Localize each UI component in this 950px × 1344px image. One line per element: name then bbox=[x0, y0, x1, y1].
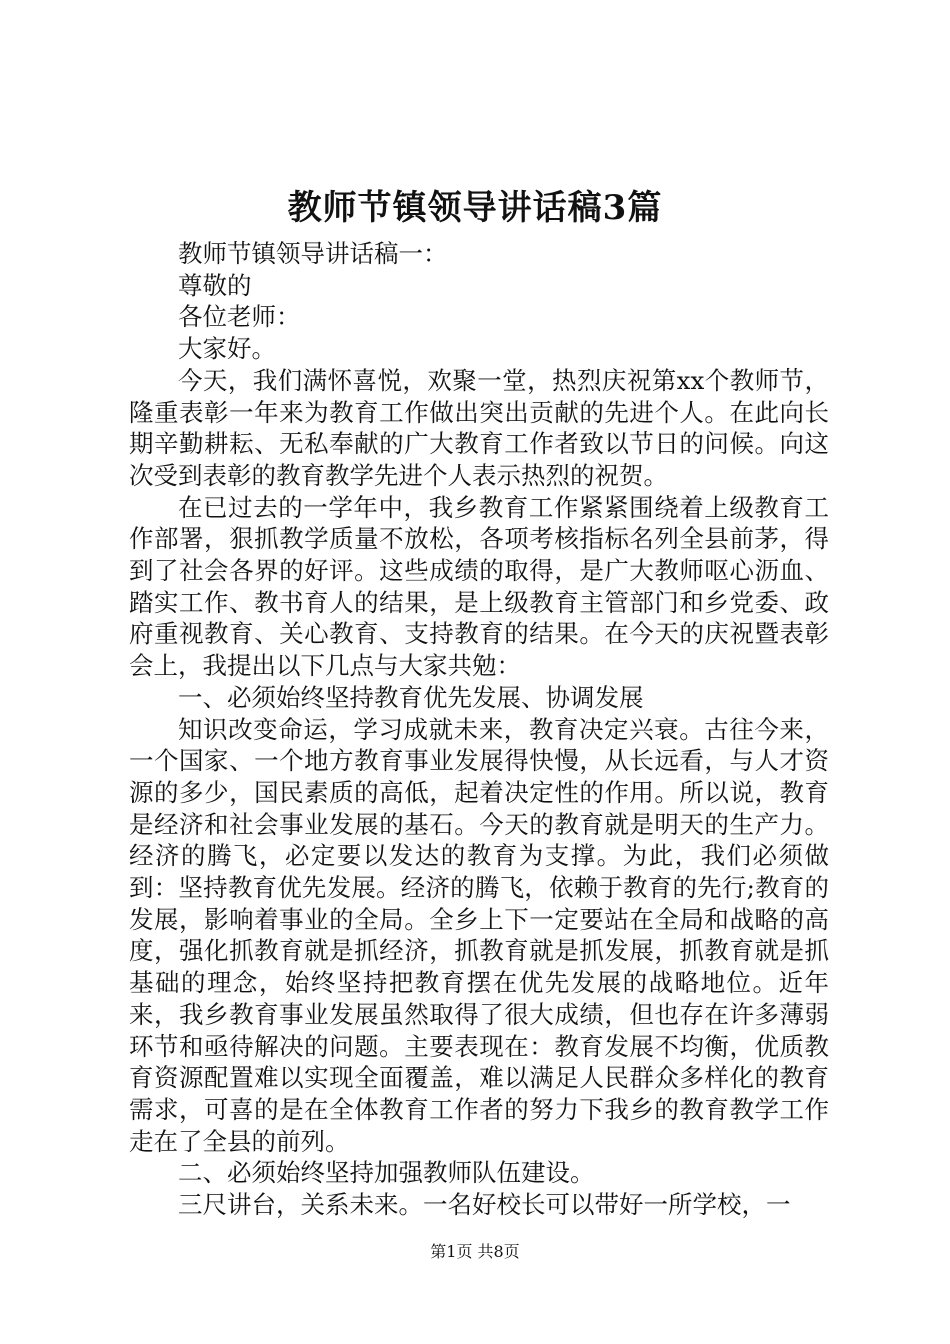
document-title: 教师节镇领导讲话稿3篇 bbox=[287, 188, 663, 228]
paragraph-section-2: 三尺讲台，关系未来。一名好校长可以带好一所学校，一 bbox=[178, 1190, 791, 1220]
paragraph-salutation-1: 尊敬的 bbox=[178, 270, 252, 300]
document-body bbox=[129, 238, 829, 1221]
page-number-footer: 第1页 共8页 bbox=[430, 1242, 520, 1261]
paragraph-greeting: 大家好。 bbox=[178, 334, 276, 364]
paragraph-subtitle: 教师节镇领导讲话稿一： bbox=[178, 239, 448, 268]
paragraph-opening: 今天，我们满怀喜悦，欢聚一堂，热烈庆祝第xx个教师节，隆重表彰一年来为教育工作做出突出贡献的先进个人。在此向长期辛勤耕耘、无私奉献的广大教育工作者致以节日的问候。向这次受到表彰的教育教学先进个人表示热烈的祝贺。 bbox=[129, 365, 829, 490]
paragraph-achievements: 在已过去的一学年中，我乡教育工作紧紧围绕着上级教育工作部署，狠抓教学质量不放松，各项考核指标名列全县前茅，得到了社会各界的好评。这些成绩的取得，是广大教师呕心沥血、踏实工作、教书育人的结果，是上级教育主管部门和乡党委、政府重视教育、关心教育、支持教育的结果。在今天的庆祝暨表彰会上，我提出以下几点与大家共勉： bbox=[129, 492, 829, 681]
section-heading-1: 一、必须始终坚持教育优先发展、协调发展 bbox=[178, 682, 644, 712]
section-heading-2: 二、必须始终坚持加强教师队伍建设。 bbox=[178, 1158, 595, 1188]
paragraph-section-1: 知识改变命运，学习成就未来，教育决定兴衰。古往今来，一个国家、一个地方教育事业发展得快慢，从长远看，与人才资源的多少，国民素质的高低，起着决定性的作用。所以说，教育是经济和社会事业发展的基石。今天的教育就是明天的生产力。经济的腾飞，必定要以发达的教育为支撑。为此，我们必须做到：坚持教育优先发展。经济的腾飞，依赖于教育的先行;教育的发展，影响着事业的全局。全乡上下一定要站在全局和战略的高度，强化抓教育就是抓经济，抓教育就是抓发展，抓教育就是抓基础的理念，始终坚持把教育摆在优先发展的战略地位。近年来，我乡教育事业发展虽然取得了很大成绩，但也存在许多薄弱环节和亟待解决的问题。主要表现在：教育发展不均衡，优质教育资源配置难以实现全面覆盖，难以满足人民群众多样化的教育需求，可喜的是在全体教育工作者的努力下我乡的教育教学工作走在了全县的前列。 bbox=[129, 714, 829, 1156]
paragraph-salutation-2: 各位老师： bbox=[178, 302, 301, 332]
